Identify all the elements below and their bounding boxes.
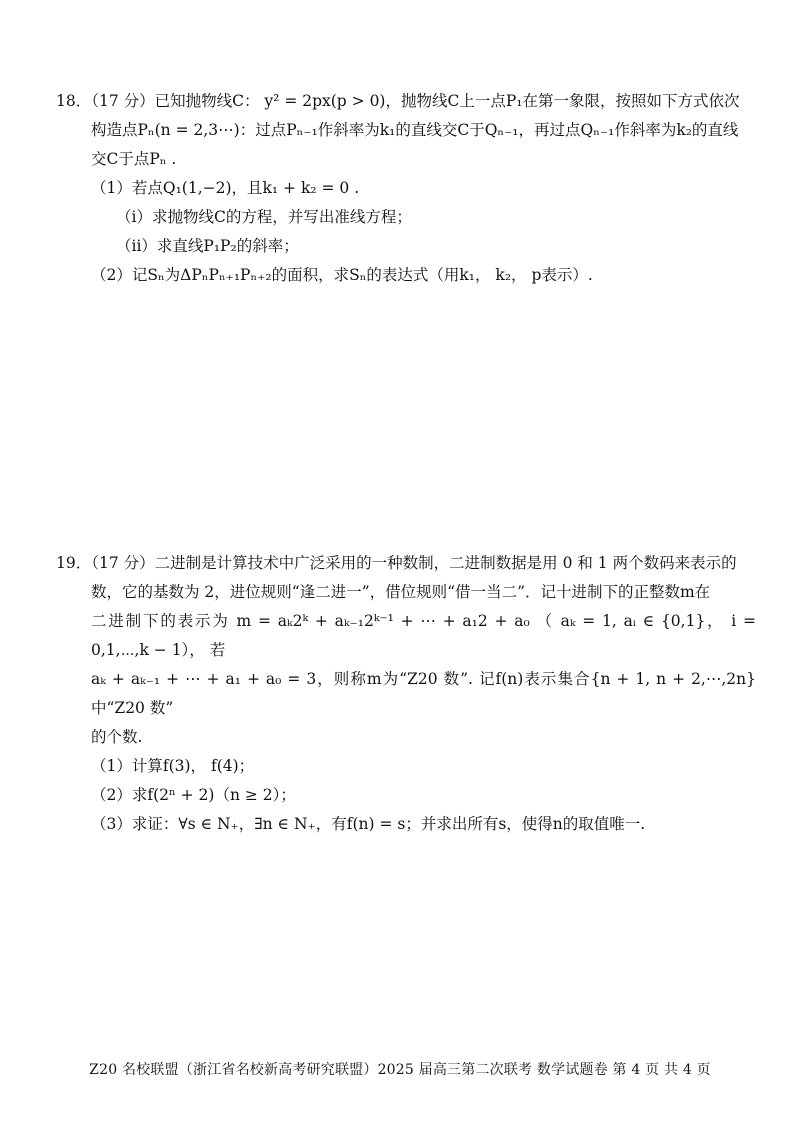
question-19-stem-line-1: 19．（17 分）二进制是计算技术中广泛采用的一种数制，二进制数据是用 0 和 1 两个数码来表示的: [56, 554, 737, 572]
question-18-stem-line-2: 构造点Pₙ(n = 2,3⋯)：过点Pₙ₋₁作斜率为k₁的直线交C于Qₙ₋₁，再过点Qₙ₋₁作斜率为k₂的直线: [91, 121, 739, 139]
question-19-stem: [56, 549, 756, 752]
question-19-part-1: （1）计算f(3)， f(4)；: [91, 757, 255, 775]
question-19-number: 19．: [56, 554, 92, 572]
question-19-part-2: （2）求f(2ⁿ + 2)（n ≥ 2）；: [91, 786, 296, 804]
question-18-stem: [56, 87, 756, 174]
question-19-stem-line-5: 的个数.: [91, 728, 143, 746]
question-19-part-3: （3）求证：∀s ∈ N₊，∃n ∈ N₊，有f(n) = s；并求出所有s，使得n的取值唯一.: [91, 815, 646, 833]
question-18-part-2: （2）记Sₙ为ΔPₙPₙ₊₁Pₙ₊₂的面积，求Sₙ的表达式（用k₁， k₂， p表示）.: [91, 266, 593, 284]
question-18: [56, 87, 756, 290]
question-18-part-1-ii: （ii）求直线P₁P₂的斜率；: [116, 237, 299, 255]
question-18-stem-line-3: 交C于点Pₙ .: [91, 150, 177, 168]
question-19-stem-line-2: 数，它的基数为 2，进位规则“逢二进一”，借位规则“借一当二”．记十进制下的正整数m在: [91, 583, 711, 601]
question-19-stem-line-4: aₖ + aₖ₋₁ + ⋯ + a₁ + a₀ = 3，则称m为“Z20 数”. 记f(n)表示集合{n + 1, n + 2,⋯,2n}中“Z20 数”: [91, 670, 756, 717]
page-footer: Z20 名校联盟（浙江省名校新高考研究联盟）2025 届高三第二次联考 数学试题卷 第 4 页 共 4 页: [89, 1062, 711, 1078]
question-18-number: 18．: [56, 92, 92, 110]
question-18-part-1: （1）若点Q₁(1,−2)，且k₁ + k₂ = 0 .: [91, 179, 360, 197]
question-19-stem-line-3: 二进制下的表示为 m = aₖ2ᵏ + aₖ₋₁2ᵏ⁻¹ + ⋯ + a₁2 + a₀ （ aₖ = 1, aᵢ ∈ {0,1}， i = 0,1,⋯,k − 1）， 若: [91, 612, 756, 659]
question-18-stem-line-1: 18．（17 分）已知抛物线C： y² = 2px(p > 0)，抛物线C上一点P₁在第一象限，按照如下方式依次: [56, 92, 740, 110]
question-18-part-1-i: （i）求抛物线C的方程，并写出准线方程；: [116, 208, 412, 226]
question-19: [56, 549, 756, 839]
